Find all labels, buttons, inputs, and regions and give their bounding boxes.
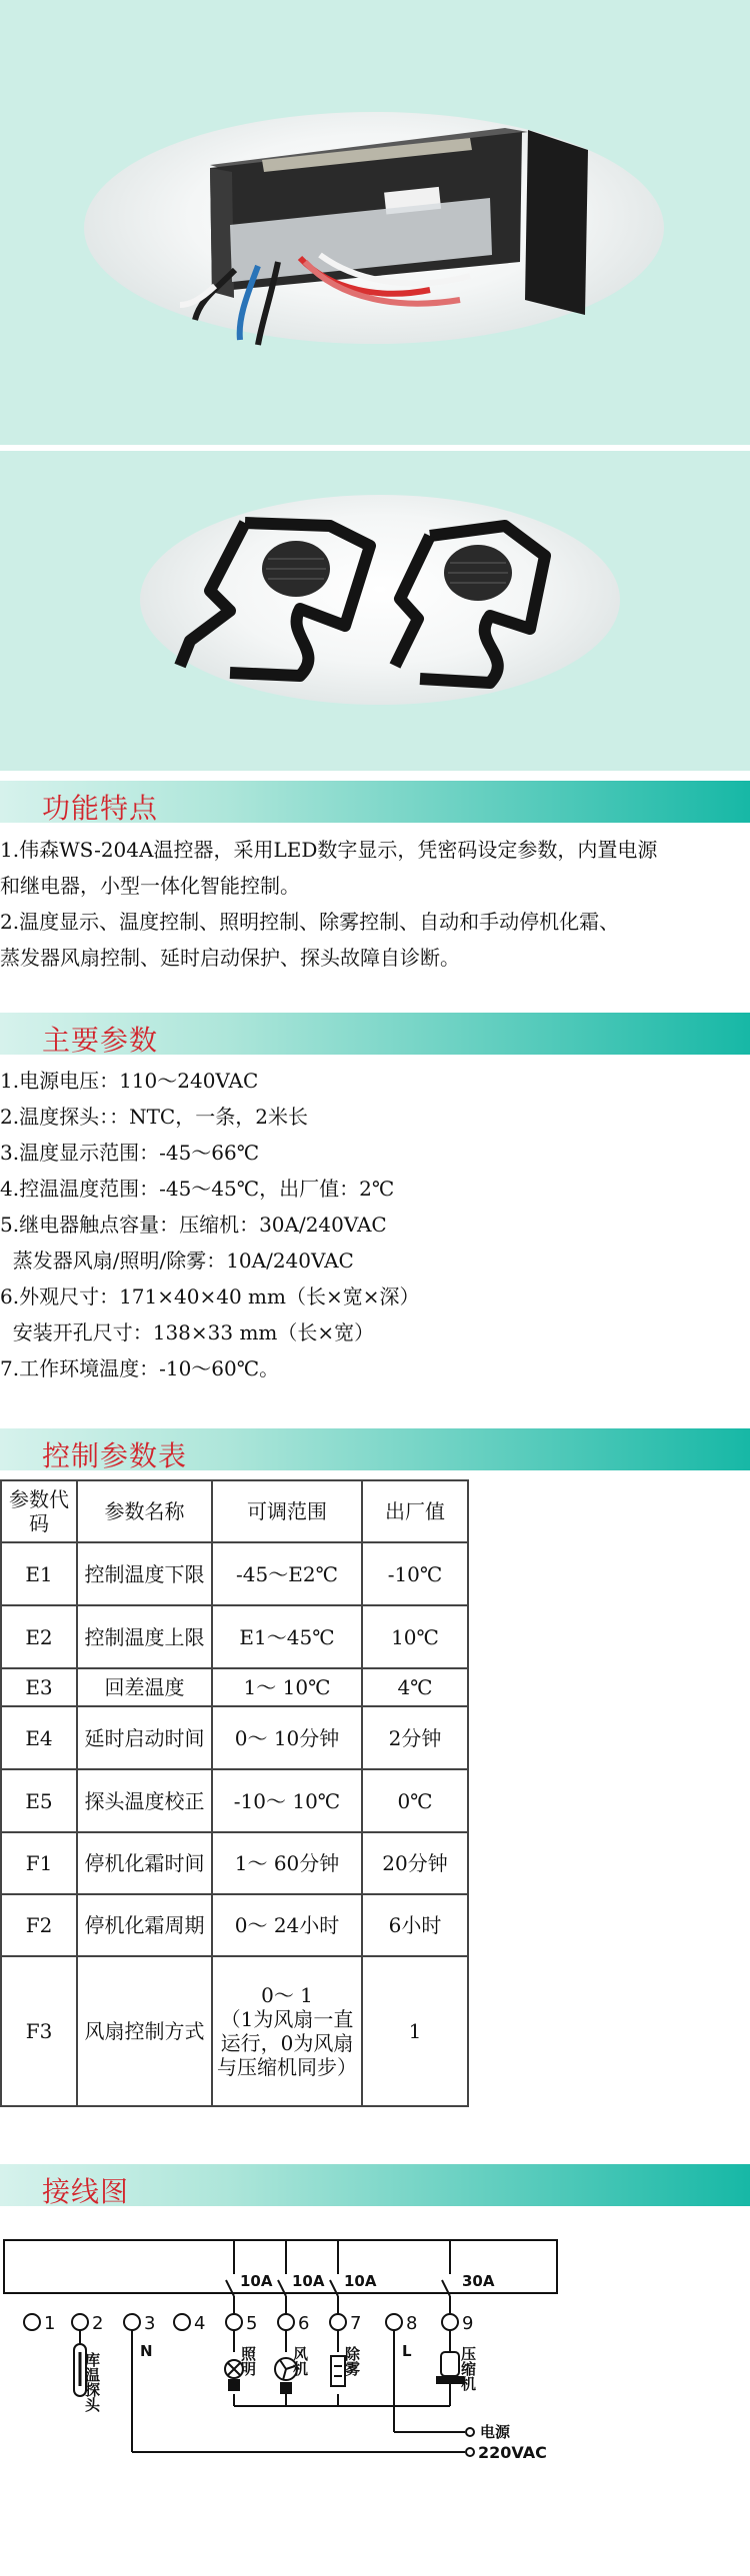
table-cell: F2 [1,1894,77,1956]
terminal-label: 7 [350,2313,362,2334]
features-text [0,832,745,976]
controller-photo [0,0,750,445]
table-row [1,1894,468,1956]
table-row [1,1542,468,1605]
table-row [1,1605,468,1668]
table-cell: 回差温度 [77,1668,212,1706]
text-line: 4.控温温度范围：-45～45℃，出厂值：2℃ [0,1177,395,1201]
table-cell: -45～E2℃ [212,1542,362,1605]
terminal-label: 9 [462,2313,474,2334]
power-label: 电源 [480,2423,511,2441]
table-cell: F3 [1,1956,77,2106]
table-cell: 0～ 1 （1为风扇一直运行，0为风扇与压缩机同步） [212,1956,362,2106]
load-label: 风机 [291,2346,309,2376]
table-cell: 1～ 60分钟 [212,1832,362,1894]
table-row [1,1956,468,2106]
section-title: 控制参数表 [42,1439,188,1472]
table-cell: 探头温度校正 [77,1769,212,1832]
table-cell: 延时启动时间 [77,1706,212,1769]
text-line: 蒸发器风扇控制、延时启动保护、探头故障自诊断。 [0,946,460,970]
text-line: 安装开孔尺寸：138×33 mm（长×宽） [0,1320,375,1344]
probe-label: 库温探头 [83,2352,101,2412]
table-cell: 4℃ [362,1668,468,1706]
controller-photo-panel [0,0,750,445]
terminal-label: 5 [246,2313,258,2334]
table-header: 出厂值 [362,1480,468,1542]
table-row [1,1832,468,1894]
text-line: 和继电器，小型一体化智能控制。 [0,874,300,898]
table-cell: 停机化霜时间 [77,1832,212,1894]
table-cell: E4 [1,1706,77,1769]
table-cell: 2分钟 [362,1706,468,1769]
table-header-row [1,1480,468,1542]
text-line: 2.温度显示、温度控制、照明控制、除雾控制、自动和手动停机化霜、 [0,910,620,934]
parameter-table [0,1479,469,2107]
table-cell: 6小时 [362,1894,468,1956]
section-title: 主要参数 [42,1024,159,1057]
table-cell: -10～ 10℃ [212,1769,362,1832]
text-line: 1.电源电压：110～240VAC [0,1069,259,1093]
table-cell: 20分钟 [362,1832,468,1894]
table-cell: 0～ 10分钟 [212,1706,362,1769]
section-header-specs [0,1013,750,1055]
brackets-photo-panel [0,451,750,771]
neutral-label: N [140,2342,153,2360]
table-header: 可调范围 [212,1480,362,1542]
load-label: 照明 [239,2346,257,2376]
voltage-label: 220VAC [478,2443,547,2462]
relay-rating: 10A [344,2272,377,2290]
terminal-label: 4 [194,2313,206,2334]
text-line: 1.伟森WS-204A温控器，采用LED数字显示，凭密码设定参数，内置电源 [0,838,658,862]
section-header-features [0,781,750,823]
table-cell: F1 [1,1832,77,1894]
table-header: 参数名称 [77,1480,212,1542]
terminal-label: 6 [298,2313,310,2334]
table-header: 参数代码 [1,1480,77,1542]
power-terminal-icons [466,2428,474,2456]
load-label: 除雾 [343,2346,361,2376]
terminal-label: 3 [144,2313,156,2334]
relay-rating: 30A [462,2272,495,2290]
table-cell: E5 [1,1769,77,1832]
table-cell: 控制温度上限 [77,1605,212,1668]
table-cell: E1～45℃ [212,1605,362,1668]
terminal-label: 2 [92,2313,104,2334]
table-cell: 控制温度下限 [77,1542,212,1605]
table-cell: 1 [362,1956,468,2106]
load-label: 压缩机 [459,2346,477,2391]
section-header-table [0,1428,750,1470]
relay-rating: 10A [292,2272,325,2290]
text-line: 蒸发器风扇/照明/除雾：10A/240VAC [0,1249,354,1273]
text-line: 2.温度探头：：NTC，一条，2米长 [0,1105,308,1129]
table-row [1,1706,468,1769]
table-cell: E3 [1,1668,77,1706]
table-cell: 0℃ [362,1769,468,1832]
table-cell: 停机化霜周期 [77,1894,212,1956]
relay-rating: 10A [240,2272,273,2290]
table-cell: 10℃ [362,1605,468,1668]
brackets-photo [0,451,750,771]
text-line: 7.工作环境温度：-10～60℃。 [0,1356,280,1380]
table-row [1,1668,468,1706]
wiring-diagram [0,2234,750,2484]
table-cell: E1 [1,1542,77,1605]
live-label: L [402,2342,412,2360]
table-cell: 风扇控制方式 [77,1956,212,2106]
table-cell: 0～ 24小时 [212,1894,362,1956]
terminal-label: 1 [44,2313,56,2334]
text-line: 5.继电器触点容量：压缩机：30A/240VAC [0,1213,387,1237]
table-cell: 1～ 10℃ [212,1668,362,1706]
table-row [1,1769,468,1832]
section-title: 接线图 [42,2175,130,2208]
terminal-row [24,2314,458,2330]
specs-text [0,1063,745,1386]
terminal-label: 8 [406,2313,418,2334]
section-header-wiring [0,2164,750,2206]
table-cell: -10℃ [362,1542,468,1605]
section-title: 功能特点 [42,792,159,825]
table-cell: E2 [1,1605,77,1668]
text-line: 6.外观尺寸：171×40×40 mm（长×宽×深） [0,1285,420,1308]
text-line: 3.温度显示范围：-45～66℃ [0,1141,260,1165]
